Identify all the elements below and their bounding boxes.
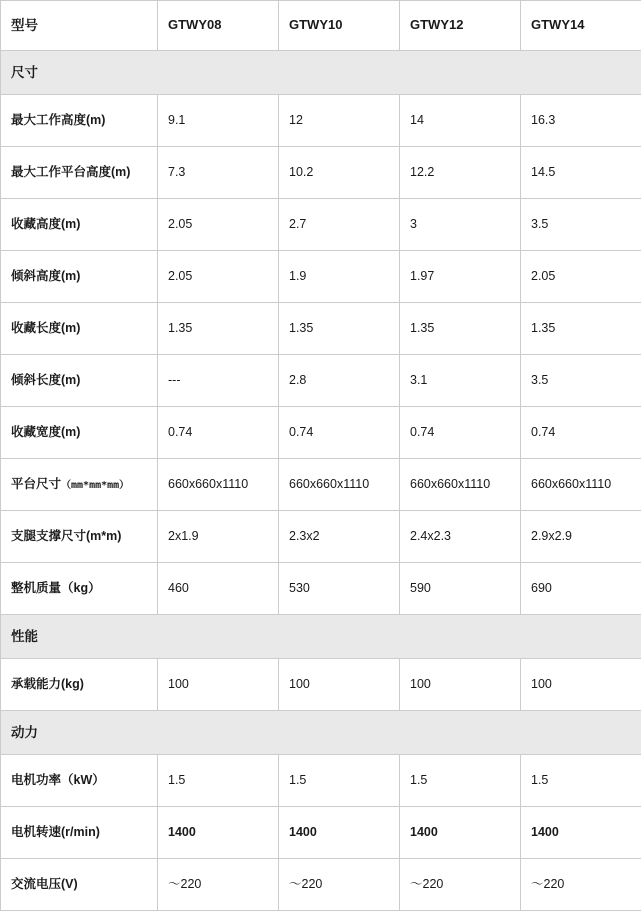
cell-value: 0.74 — [158, 407, 279, 459]
row-label: 承载能力(kg) — [1, 659, 158, 711]
row-label-main: 平台尺寸 — [11, 477, 62, 492]
section-header-row — [1, 615, 641, 659]
cell-value: ～220 — [521, 859, 641, 911]
table-row — [1, 511, 641, 563]
cell-value: 3.1 — [400, 355, 521, 407]
cell-value: 0.74 — [400, 407, 521, 459]
row-label-unit: （mm*mm*mm） — [61, 480, 130, 492]
cell-value: 10.2 — [279, 147, 400, 199]
cell-value: 2x1.9 — [158, 511, 279, 563]
cell-value: 660x660x1110 — [521, 459, 641, 511]
row-label: 倾斜长度(m) — [1, 355, 158, 407]
cell-value: 660x660x1110 — [279, 459, 400, 511]
table-row — [1, 355, 641, 407]
cell-value: 12 — [279, 95, 400, 147]
cell-value: 2.7 — [279, 199, 400, 251]
cell-value: --- — [158, 355, 279, 407]
row-label: 收藏长度(m) — [1, 303, 158, 355]
section-header-row — [1, 711, 641, 755]
cell-value: ～220 — [279, 859, 400, 911]
cell-value: 2.05 — [158, 251, 279, 303]
cell-value: 16.3 — [521, 95, 641, 147]
cell-value: 1400 — [521, 807, 641, 859]
table-header-row — [1, 1, 641, 51]
table-row — [1, 659, 641, 711]
header-label: 型号 — [1, 1, 158, 51]
table-row — [1, 251, 641, 303]
header-model-2: GTWY10 — [279, 1, 400, 51]
table-row — [1, 859, 641, 911]
cell-value: 0.74 — [521, 407, 641, 459]
cell-value: 1400 — [158, 807, 279, 859]
row-label: 最大工作高度(m) — [1, 95, 158, 147]
cell-value: 1.35 — [158, 303, 279, 355]
cell-value: 0.74 — [279, 407, 400, 459]
cell-value: 1.35 — [400, 303, 521, 355]
cell-value: ～220 — [158, 859, 279, 911]
cell-value: 1.5 — [400, 755, 521, 807]
header-model-4: GTWY14 — [521, 1, 641, 51]
cell-value: 14.5 — [521, 147, 641, 199]
cell-value: 2.4x2.3 — [400, 511, 521, 563]
cell-value: 2.3x2 — [279, 511, 400, 563]
cell-value: 1.35 — [521, 303, 641, 355]
cell-value: 7.3 — [158, 147, 279, 199]
row-label: 收藏宽度(m) — [1, 407, 158, 459]
row-label: 倾斜高度(m) — [1, 251, 158, 303]
row-label — [1, 459, 158, 511]
cell-value: 2.05 — [158, 199, 279, 251]
cell-value: 1400 — [400, 807, 521, 859]
table-row — [1, 459, 641, 511]
cell-value: 690 — [521, 563, 641, 615]
section-title: 性能 — [1, 615, 641, 659]
cell-value: 1.5 — [158, 755, 279, 807]
cell-value: 3 — [400, 199, 521, 251]
cell-value: 590 — [400, 563, 521, 615]
cell-value: 660x660x1110 — [158, 459, 279, 511]
cell-value: 2.8 — [279, 355, 400, 407]
cell-value: 1400 — [279, 807, 400, 859]
row-label: 电机功率（kW） — [1, 755, 158, 807]
cell-value: 100 — [279, 659, 400, 711]
section-title: 动力 — [1, 711, 641, 755]
cell-value: 9.1 — [158, 95, 279, 147]
cell-value: ～220 — [400, 859, 521, 911]
row-label: 整机质量（kg） — [1, 563, 158, 615]
table-row — [1, 95, 641, 147]
cell-value: 14 — [400, 95, 521, 147]
table-row — [1, 303, 641, 355]
cell-value: 530 — [279, 563, 400, 615]
section-title: 尺寸 — [1, 51, 641, 95]
table-body — [1, 1, 641, 911]
cell-value: 100 — [400, 659, 521, 711]
cell-value: 1.35 — [279, 303, 400, 355]
table-row — [1, 147, 641, 199]
cell-value: 1.5 — [279, 755, 400, 807]
cell-value: 1.97 — [400, 251, 521, 303]
cell-value: 1.9 — [279, 251, 400, 303]
table-row — [1, 807, 641, 859]
cell-value: 100 — [158, 659, 279, 711]
cell-value: 3.5 — [521, 199, 641, 251]
row-label: 最大工作平台高度(m) — [1, 147, 158, 199]
table-row — [1, 199, 641, 251]
table-row — [1, 563, 641, 615]
table-row — [1, 755, 641, 807]
section-header-row — [1, 51, 641, 95]
row-label: 支腿支撑尺寸(m*m) — [1, 511, 158, 563]
table-row — [1, 407, 641, 459]
header-model-3: GTWY12 — [400, 1, 521, 51]
cell-value: 12.2 — [400, 147, 521, 199]
cell-value: 660x660x1110 — [400, 459, 521, 511]
row-label: 电机转速(r/min) — [1, 807, 158, 859]
row-label: 交流电压(V) — [1, 859, 158, 911]
cell-value: 2.05 — [521, 251, 641, 303]
cell-value: 100 — [521, 659, 641, 711]
cell-value: 460 — [158, 563, 279, 615]
cell-value: 3.5 — [521, 355, 641, 407]
row-label: 收藏高度(m) — [1, 199, 158, 251]
header-model-1: GTWY08 — [158, 1, 279, 51]
cell-value: 1.5 — [521, 755, 641, 807]
cell-value: 2.9x2.9 — [521, 511, 641, 563]
